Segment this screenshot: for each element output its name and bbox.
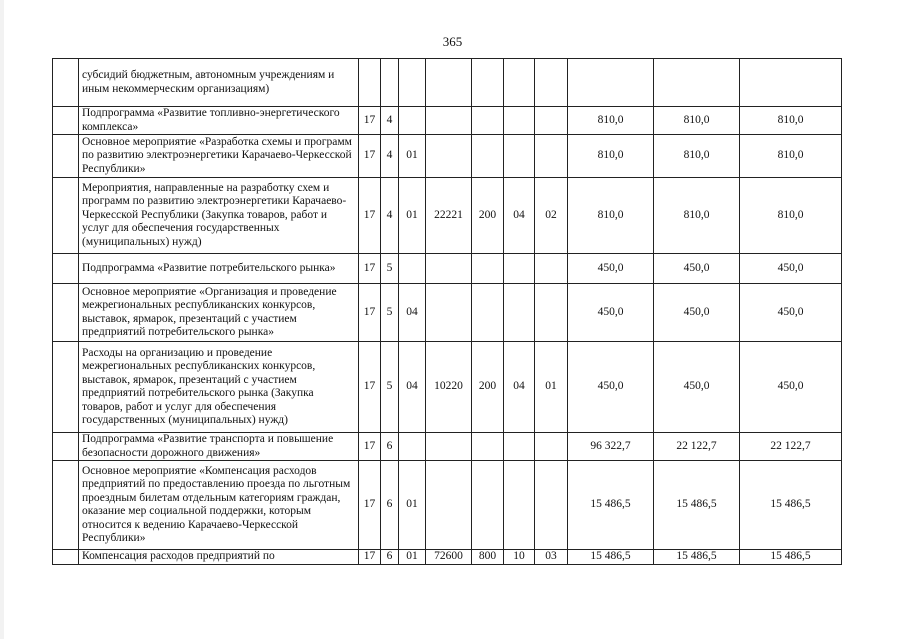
code-ministry: 17	[359, 135, 381, 178]
index-cell	[53, 135, 79, 178]
table-row	[53, 135, 842, 178]
amount-year-3: 15 486,5	[740, 550, 842, 565]
amount-year-1: 810,0	[568, 107, 654, 135]
code-subsection: 03	[535, 550, 568, 565]
code-subsection	[535, 461, 568, 550]
row-name: Подпрограмма «Развитие потребительского рынка»	[79, 254, 359, 284]
index-cell	[53, 178, 79, 254]
code-program: 5	[381, 342, 399, 433]
row-name: Компенсация расходов предприятий по	[79, 550, 359, 565]
amount-year-2: 450,0	[654, 284, 740, 342]
index-cell	[53, 550, 79, 565]
amount-year-2: 22 122,7	[654, 433, 740, 461]
code-program	[381, 59, 399, 107]
code-subsection	[535, 135, 568, 178]
code-expense-type	[472, 59, 504, 107]
code-expense-type: 200	[472, 342, 504, 433]
index-cell	[53, 254, 79, 284]
amount-year-1: 15 486,5	[568, 461, 654, 550]
code-program: 4	[381, 135, 399, 178]
row-name: Основное мероприятие «Организация и проведение межрегиональных республиканских конкурсов, выставок, ярмарок, презентаций с участием предприятий потребительского рынка»	[79, 284, 359, 342]
amount-year-2: 15 486,5	[654, 550, 740, 565]
code-ministry: 17	[359, 550, 381, 565]
amount-year-2: 810,0	[654, 178, 740, 254]
code-section	[504, 284, 535, 342]
amount-year-1: 810,0	[568, 178, 654, 254]
index-cell	[53, 59, 79, 107]
amount-year-1: 96 322,7	[568, 433, 654, 461]
code-section: 10	[504, 550, 535, 565]
code-direction	[426, 135, 472, 178]
code-direction	[426, 107, 472, 135]
table-row	[53, 342, 842, 433]
code-section	[504, 59, 535, 107]
amount-year-1: 450,0	[568, 254, 654, 284]
amount-year-2: 810,0	[654, 135, 740, 178]
code-ministry: 17	[359, 461, 381, 550]
code-expense-type: 800	[472, 550, 504, 565]
row-name: Подпрограмма «Развитие топливно-энергетического комплекса»	[79, 107, 359, 135]
table-row	[53, 254, 842, 284]
table-row	[53, 433, 842, 461]
table-row	[53, 107, 842, 135]
code-event: 01	[399, 178, 426, 254]
amount-year-1: 450,0	[568, 284, 654, 342]
amount-year-2: 810,0	[654, 107, 740, 135]
code-event	[399, 433, 426, 461]
code-direction	[426, 433, 472, 461]
code-section	[504, 254, 535, 284]
code-program: 5	[381, 284, 399, 342]
amount-year-3	[740, 59, 842, 107]
code-direction	[426, 254, 472, 284]
code-direction	[426, 284, 472, 342]
amount-year-1: 450,0	[568, 342, 654, 433]
code-expense-type	[472, 254, 504, 284]
row-name: субсидий бюджетным, автономным учреждениям и иным некоммерческим организациям)	[79, 59, 359, 107]
code-direction: 22221	[426, 178, 472, 254]
amount-year-3: 22 122,7	[740, 433, 842, 461]
code-program: 4	[381, 178, 399, 254]
code-event: 01	[399, 550, 426, 565]
code-program: 4	[381, 107, 399, 135]
code-expense-type	[472, 433, 504, 461]
code-program: 6	[381, 461, 399, 550]
code-direction: 10220	[426, 342, 472, 433]
code-direction: 72600	[426, 550, 472, 565]
table-row	[53, 284, 842, 342]
row-name: Мероприятия, направленные на разработку схем и программ по развитию электроэнергетики Карачаево-Черкесской Республики (Закупка товаров, работ и услуг для обеспечения государственных (муниципальных) нужд)	[79, 178, 359, 254]
row-name: Основное мероприятие «Разработка схемы и программ по развитию электроэнергетики Карачаево-Черкесской Республики»	[79, 135, 359, 178]
amount-year-3: 450,0	[740, 342, 842, 433]
code-section	[504, 433, 535, 461]
amount-year-3: 810,0	[740, 135, 842, 178]
code-section	[504, 135, 535, 178]
code-ministry: 17	[359, 254, 381, 284]
amount-year-2: 15 486,5	[654, 461, 740, 550]
code-subsection: 02	[535, 178, 568, 254]
code-subsection	[535, 433, 568, 461]
amount-year-3: 450,0	[740, 254, 842, 284]
index-cell	[53, 284, 79, 342]
code-direction	[426, 59, 472, 107]
code-event: 04	[399, 342, 426, 433]
code-program: 6	[381, 550, 399, 565]
table-row	[53, 178, 842, 254]
amount-year-3: 15 486,5	[740, 461, 842, 550]
code-section: 04	[504, 342, 535, 433]
code-direction	[426, 461, 472, 550]
index-cell	[53, 433, 79, 461]
code-section	[504, 461, 535, 550]
code-expense-type: 200	[472, 178, 504, 254]
amount-year-2: 450,0	[654, 254, 740, 284]
code-section	[504, 107, 535, 135]
code-program: 5	[381, 254, 399, 284]
code-expense-type	[472, 461, 504, 550]
row-name: Основное мероприятие «Компенсация расходов предприятий по предоставлению проезда по льготным проездным билетам отдельным категориям граждан, оказание мер социальной поддержки, которым относится к ведению Карачаево-Черкесской Республики»	[79, 461, 359, 550]
code-event: 04	[399, 284, 426, 342]
amount-year-2: 450,0	[654, 342, 740, 433]
code-subsection	[535, 59, 568, 107]
table-row	[53, 59, 842, 107]
index-cell	[53, 461, 79, 550]
amount-year-3: 450,0	[740, 284, 842, 342]
code-section: 04	[504, 178, 535, 254]
amount-year-3: 810,0	[740, 178, 842, 254]
code-subsection	[535, 254, 568, 284]
code-expense-type	[472, 135, 504, 178]
table-row	[53, 461, 842, 550]
row-name: Расходы на организацию и проведение межрегиональных республиканских конкурсов, выставок, ярмарок, презентаций с участием предприятий потребительского рынка (Закупка товаров, работ и услуг для обеспечения государственных (муниципальных) нужд)	[79, 342, 359, 433]
budget-table	[52, 58, 842, 565]
page-number: 365	[442, 34, 463, 49]
table-row	[53, 550, 842, 565]
page-edge-shadow	[0, 0, 4, 639]
code-ministry: 17	[359, 342, 381, 433]
row-name: Подпрограмма «Развитие транспорта и повышение безопасности дорожного движения»	[79, 433, 359, 461]
code-subsection: 01	[535, 342, 568, 433]
code-ministry	[359, 59, 381, 107]
index-cell	[53, 342, 79, 433]
code-expense-type	[472, 107, 504, 135]
code-program: 6	[381, 433, 399, 461]
code-subsection	[535, 107, 568, 135]
code-ministry: 17	[359, 107, 381, 135]
code-subsection	[535, 284, 568, 342]
code-event: 01	[399, 461, 426, 550]
amount-year-1: 15 486,5	[568, 550, 654, 565]
code-expense-type	[472, 284, 504, 342]
code-ministry: 17	[359, 284, 381, 342]
code-event	[399, 107, 426, 135]
index-cell	[53, 107, 79, 135]
amount-year-1: 810,0	[568, 135, 654, 178]
code-event: 01	[399, 135, 426, 178]
code-event	[399, 254, 426, 284]
code-ministry: 17	[359, 433, 381, 461]
amount-year-3: 810,0	[740, 107, 842, 135]
amount-year-2	[654, 59, 740, 107]
code-ministry: 17	[359, 178, 381, 254]
amount-year-1	[568, 59, 654, 107]
code-event	[399, 59, 426, 107]
